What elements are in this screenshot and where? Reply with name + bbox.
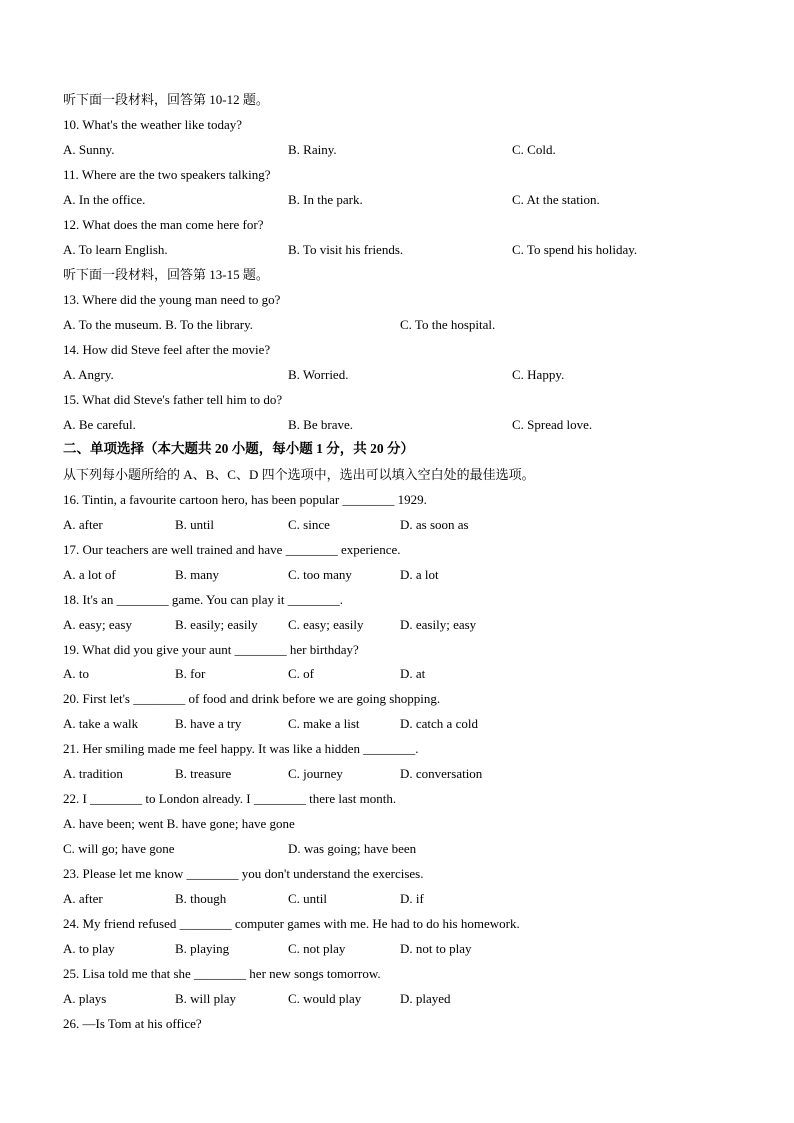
question-20-option-b: B. have a try xyxy=(175,716,242,731)
question-21-option-c: C. journey xyxy=(288,766,343,781)
question-24-option-c: C. not play xyxy=(288,941,346,956)
question-12-stem: 12. What does the man come here for? xyxy=(63,217,264,232)
question-17-option-a: A. a lot of xyxy=(63,567,116,582)
question-22-stem: 22. I ________ to London already. I ________ there last month. xyxy=(63,791,397,806)
question-14-option-b: B. Worried. xyxy=(288,367,349,382)
question-12-option-b: B. To visit his friends. xyxy=(288,242,404,257)
question-14-option-c: C. Happy. xyxy=(512,367,565,382)
question-11-option-c: C. At the station. xyxy=(512,192,600,207)
question-15-option-c: C. Spread love. xyxy=(512,417,593,432)
listening-intro-10-12: 听下面一段材料，回答第 10-12 题。 xyxy=(63,92,269,107)
question-24-stem: 24. My friend refused ________ computer games with me. He had to do his homework. xyxy=(63,916,520,931)
question-23-option-c: C. until xyxy=(288,891,328,906)
question-20-option-a: A. take a walk xyxy=(63,716,139,731)
question-25-option-a: A. plays xyxy=(63,991,107,1006)
question-25-option-d: D. played xyxy=(400,991,451,1006)
question-21-option-a: A. tradition xyxy=(63,766,123,781)
question-21-option-b: B. treasure xyxy=(175,766,232,781)
question-13-options-ab: A. To the museum. B. To the library. xyxy=(63,317,254,332)
question-23-option-a: A. after xyxy=(63,891,103,906)
question-13-option-c: C. To the hospital. xyxy=(400,317,496,332)
question-10-stem: 10. What's the weather like today? xyxy=(63,117,242,132)
question-20-option-d: D. catch a cold xyxy=(400,716,478,731)
question-16-option-a: A. after xyxy=(63,517,103,532)
question-22-option-d: D. was going; have been xyxy=(288,841,417,856)
question-19-option-c: C. of xyxy=(288,666,314,681)
question-12-option-a: A. To learn English. xyxy=(63,242,168,257)
question-21-stem: 21. Her smiling made me feel happy. It was like a hidden ________. xyxy=(63,741,419,756)
question-22-option-c: C. will go; have gone xyxy=(63,841,175,856)
question-12-option-c: C. To spend his holiday. xyxy=(512,242,638,257)
question-19-option-b: B. for xyxy=(175,666,206,681)
question-23-stem: 23. Please let me know ________ you don't understand the exercises. xyxy=(63,866,424,881)
question-18-stem: 18. It's an ________ game. You can play it ________. xyxy=(63,592,344,607)
question-24-option-a: A. to play xyxy=(63,941,115,956)
question-25-option-c: C. would play xyxy=(288,991,362,1006)
question-13-stem: 13. Where did the young man need to go? xyxy=(63,292,281,307)
question-19-option-a: A. to xyxy=(63,666,89,681)
question-21-option-d: D. conversation xyxy=(400,766,483,781)
question-18-option-b: B. easily; easily xyxy=(175,617,258,632)
question-24-option-b: B. playing xyxy=(175,941,230,956)
question-11-option-b: B. In the park. xyxy=(288,192,363,207)
question-10-option-a: A. Sunny. xyxy=(63,142,115,157)
question-18-option-c: C. easy; easily xyxy=(288,617,364,632)
question-22-options-ab: A. have been; went B. have gone; have gone xyxy=(63,816,295,831)
question-10-option-c: C. Cold. xyxy=(512,142,556,157)
question-20-stem: 20. First let's ________ of food and drink before we are going shopping. xyxy=(63,691,441,706)
question-17-option-d: D. a lot xyxy=(400,567,439,582)
question-19-option-d: D. at xyxy=(400,666,426,681)
section-2-heading: 二、单项选择（本大题共 20 小题，每小题 1 分，共 20 分） xyxy=(63,441,414,456)
question-26-stem: 26. —Is Tom at his office? xyxy=(63,1016,202,1031)
question-23-option-d: D. if xyxy=(400,891,424,906)
question-17-option-b: B. many xyxy=(175,567,220,582)
question-16-stem: 16. Tintin, a favourite cartoon hero, has been popular ________ 1929. xyxy=(63,492,427,507)
question-20-option-c: C. make a list xyxy=(288,716,360,731)
question-18-option-a: A. easy; easy xyxy=(63,617,132,632)
question-23-option-b: B. though xyxy=(175,891,227,906)
question-15-option-a: A. Be careful. xyxy=(63,417,136,432)
question-11-option-a: A. In the office. xyxy=(63,192,146,207)
question-15-option-b: B. Be brave. xyxy=(288,417,353,432)
question-16-option-d: D. as soon as xyxy=(400,517,469,532)
listening-intro-13-15: 听下面一段材料，回答第 13-15 题。 xyxy=(63,267,269,282)
question-16-option-c: C. since xyxy=(288,517,330,532)
question-14-stem: 14. How did Steve feel after the movie? xyxy=(63,342,271,357)
question-25-option-b: B. will play xyxy=(175,991,237,1006)
question-10-option-b: B. Rainy. xyxy=(288,142,337,157)
question-16-option-b: B. until xyxy=(175,517,215,532)
question-17-stem: 17. Our teachers are well trained and have ________ experience. xyxy=(63,542,401,557)
question-15-stem: 15. What did Steve's father tell him to do? xyxy=(63,392,283,407)
question-18-option-d: D. easily; easy xyxy=(400,617,477,632)
question-17-option-c: C. too many xyxy=(288,567,352,582)
question-24-option-d: D. not to play xyxy=(400,941,472,956)
question-19-stem: 19. What did you give your aunt ________ her birthday? xyxy=(63,642,359,657)
section-2-instruction: 从下列每小题所给的 A、B、C、D 四个选项中，选出可以填入空白处的最佳选项。 xyxy=(63,467,535,482)
question-11-stem: 11. Where are the two speakers talking? xyxy=(63,167,271,182)
question-14-option-a: A. Angry. xyxy=(63,367,114,382)
question-25-stem: 25. Lisa told me that she ________ her new songs tomorrow. xyxy=(63,966,381,981)
